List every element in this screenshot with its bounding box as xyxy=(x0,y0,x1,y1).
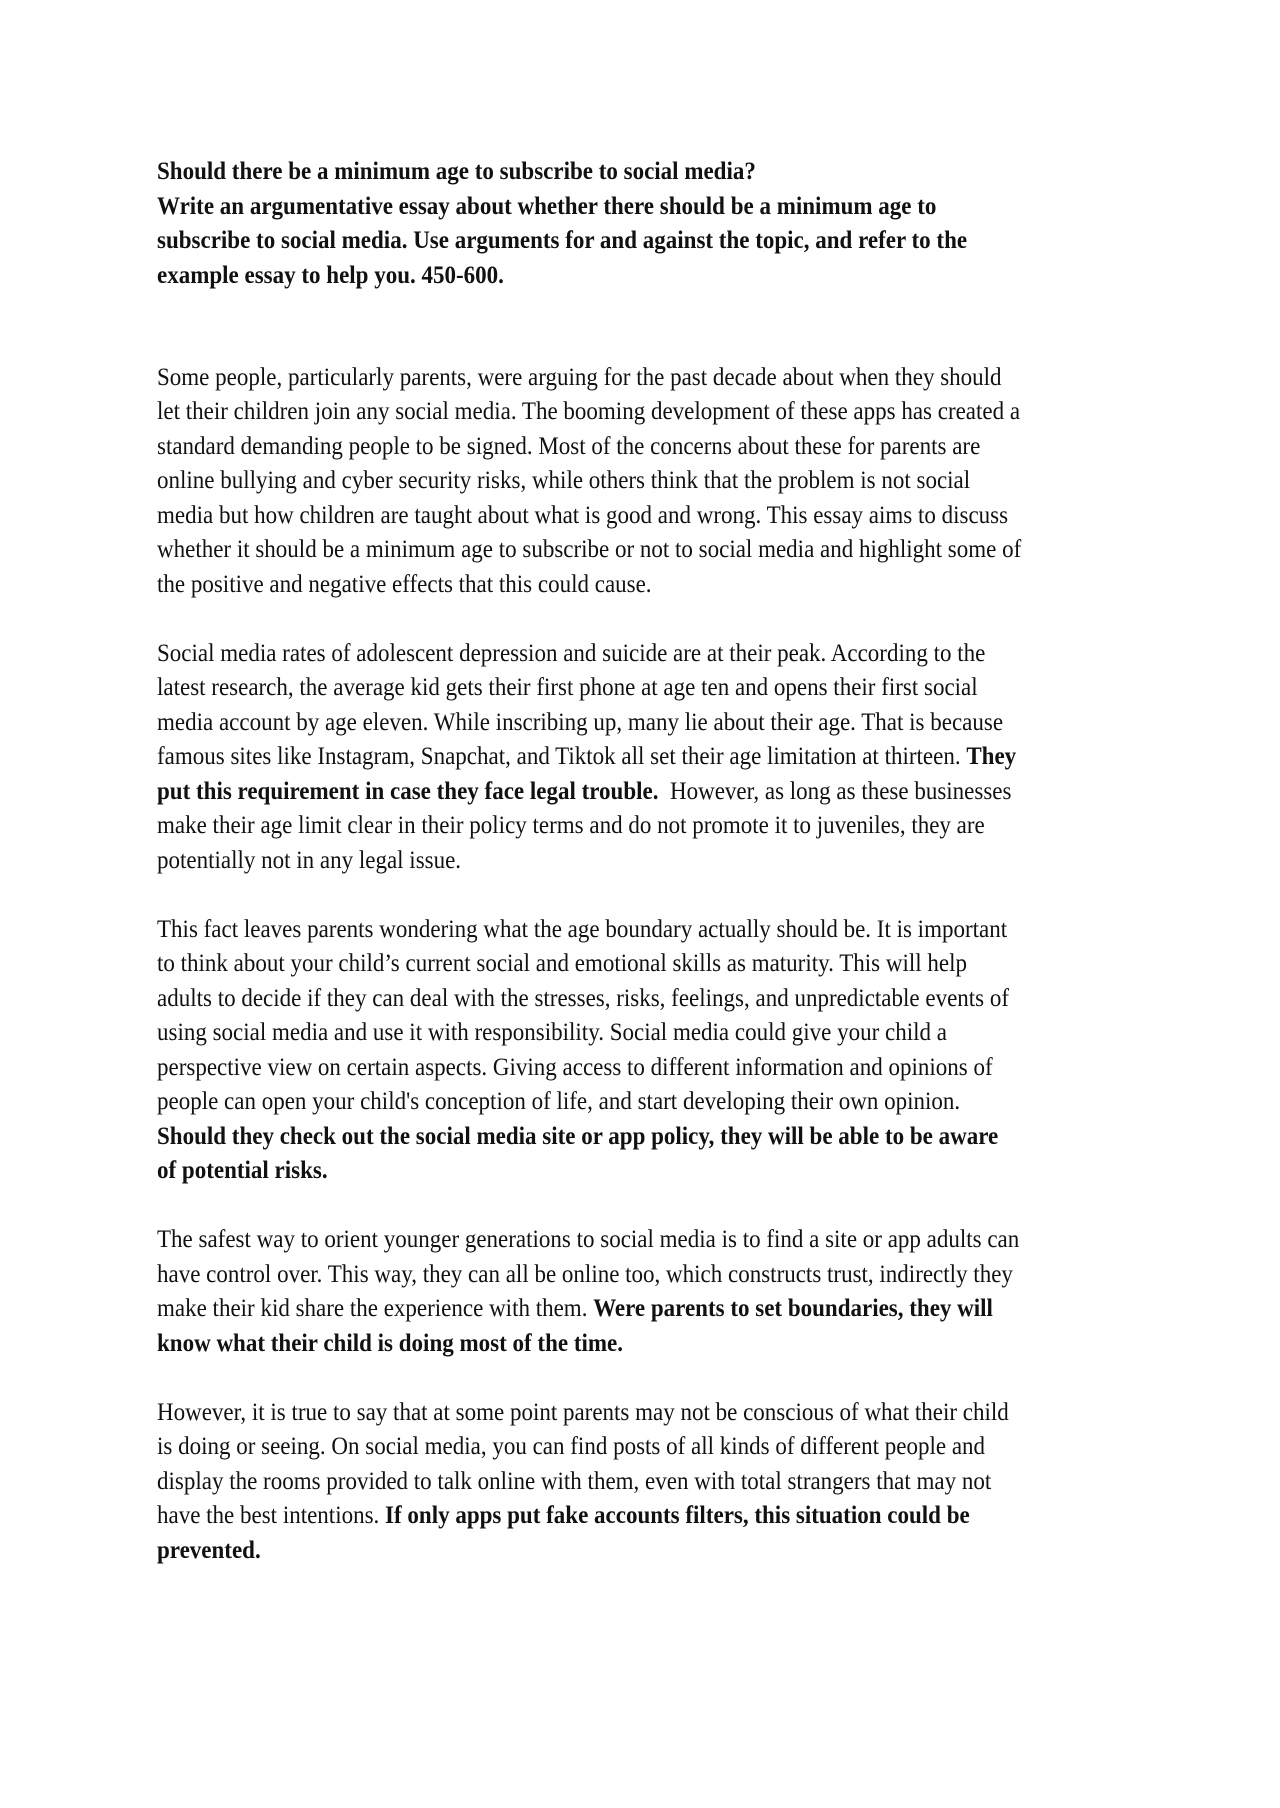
body-text: is doing or seeing. On social media, you can find posts of all kinds of different people and xyxy=(157,1431,986,1460)
bold-text: of potential risks. xyxy=(157,1155,328,1184)
body-text: famous sites like Instagram, Snapchat, and Tiktok all set their age limitation at thirteen. xyxy=(157,741,967,770)
text-line xyxy=(157,429,1157,464)
text-line xyxy=(157,1429,1157,1464)
bold-text: example essay to help you. 450-600. xyxy=(157,259,504,288)
essay-paragraph xyxy=(157,636,1157,878)
bold-text: Should there be a minimum age to subscribe to social media? xyxy=(157,156,756,185)
bold-text: put this requirement in case they face legal trouble. xyxy=(157,775,659,804)
bold-text: Should they check out the social media site or app policy, they will be able to be aware xyxy=(157,1120,999,1149)
spacer xyxy=(157,292,1157,360)
text-line xyxy=(157,1498,1157,1533)
body-text: However, it is true to say that at some point parents may not be conscious of what their child xyxy=(157,1396,1009,1425)
body-text: However, as long as these businesses xyxy=(658,775,1012,804)
body-text: media account by age eleven. While inscribing up, many lie about their age. That is because xyxy=(157,706,1004,735)
text-line xyxy=(157,1464,1157,1499)
bold-text: subscribe to social media. Use arguments for and against the topic, and refer to the xyxy=(157,225,968,254)
text-line xyxy=(157,1153,1157,1188)
text-line xyxy=(157,498,1157,533)
essay-paragraph xyxy=(157,1395,1157,1568)
body-text: make their kid share the experience with them. xyxy=(157,1293,594,1322)
text-line xyxy=(157,258,1157,293)
text-line xyxy=(157,223,1157,258)
essay-body xyxy=(157,360,1157,1568)
body-text: the positive and negative effects that this could cause. xyxy=(157,568,652,597)
text-line xyxy=(157,1084,1157,1119)
text-line xyxy=(157,1326,1157,1361)
body-text: media but how children are taught about what is good and wrong. This essay aims to discuss xyxy=(157,499,1009,528)
text-line xyxy=(157,843,1157,878)
body-text: Some people, particularly parents, were arguing for the past decade about when they should xyxy=(157,361,1002,390)
text-line xyxy=(157,912,1157,947)
body-text: have control over. This way, they can all be online too, which constructs trust, indirectly they xyxy=(157,1258,1013,1287)
paragraph-gap xyxy=(157,1360,1157,1395)
text-line xyxy=(157,774,1157,809)
body-text: whether it should be a minimum age to subscribe or not to social media and highlight some of xyxy=(157,534,1022,563)
body-text: standard demanding people to be signed. Most of the concerns about these for parents are xyxy=(157,430,981,459)
text-line xyxy=(157,1291,1157,1326)
body-text: to think about your child’s current social and emotional skills as maturity. This will help xyxy=(157,948,967,977)
bold-text: If only apps put fake accounts filters, this situation could be xyxy=(385,1500,970,1529)
body-text: This fact leaves parents wondering what the age boundary actually should be. It is important xyxy=(157,913,1008,942)
text-line xyxy=(157,532,1157,567)
essay-paragraph xyxy=(157,360,1157,602)
body-text: let their children join any social media. The booming development of these apps has created a xyxy=(157,396,1021,425)
body-text: people can open your child's conception of life, and start developing their own opinion. xyxy=(157,1086,961,1115)
essay-paragraph xyxy=(157,1222,1157,1360)
bold-text: Write an argumentative essay about whether there should be a minimum age to xyxy=(157,190,937,219)
body-text: adults to decide if they can deal with the stresses, risks, feelings, and unpredictable events of xyxy=(157,982,1010,1011)
text-line xyxy=(157,739,1157,774)
body-text: Social media rates of adolescent depression and suicide are at their peak. According to the xyxy=(157,637,986,666)
text-line xyxy=(157,360,1157,395)
text-line xyxy=(157,1050,1157,1085)
paragraph-gap xyxy=(157,601,1157,636)
text-line xyxy=(157,705,1157,740)
text-line xyxy=(157,808,1157,843)
body-text: display the rooms provided to talk online with them, even with total strangers that may not xyxy=(157,1465,992,1494)
text-line xyxy=(157,189,1157,224)
body-text: online bullying and cyber security risks, while others think that the problem is not social xyxy=(157,465,971,494)
paragraph-gap xyxy=(157,877,1157,912)
text-line xyxy=(157,670,1157,705)
text-line xyxy=(157,636,1157,671)
body-text: perspective view on certain aspects. Giving access to different information and opinions of xyxy=(157,1051,993,1080)
text-line xyxy=(157,1119,1157,1154)
body-text: using social media and use it with responsibility. Social media could give your child a xyxy=(157,1017,947,1046)
bold-text: They xyxy=(966,741,1017,770)
text-line xyxy=(157,463,1157,498)
text-line xyxy=(157,1257,1157,1292)
body-text: have the best intentions. xyxy=(157,1500,386,1529)
text-line xyxy=(157,1222,1157,1257)
document-page xyxy=(157,154,1157,1567)
bold-text: prevented. xyxy=(157,1534,261,1563)
bold-text: know what their child is doing most of the time. xyxy=(157,1327,623,1356)
text-line xyxy=(157,946,1157,981)
text-line xyxy=(157,154,1157,189)
body-text: potentially not in any legal issue. xyxy=(157,844,462,873)
body-text: The safest way to orient younger generations to social media is to find a site or app adults can xyxy=(157,1224,1020,1253)
text-line xyxy=(157,1015,1157,1050)
paragraph-gap xyxy=(157,1188,1157,1223)
essay-paragraph xyxy=(157,912,1157,1188)
text-line xyxy=(157,567,1157,602)
body-text: latest research, the average kid gets their first phone at age ten and opens their first social xyxy=(157,672,978,701)
bold-text: Were parents to set boundaries, they will xyxy=(593,1293,993,1322)
assignment-prompt xyxy=(157,154,1157,292)
body-text: make their age limit clear in their policy terms and do not promote it to juveniles, they are xyxy=(157,810,985,839)
text-line xyxy=(157,981,1157,1016)
text-line xyxy=(157,1395,1157,1430)
text-line xyxy=(157,394,1157,429)
text-line xyxy=(157,1533,1157,1568)
